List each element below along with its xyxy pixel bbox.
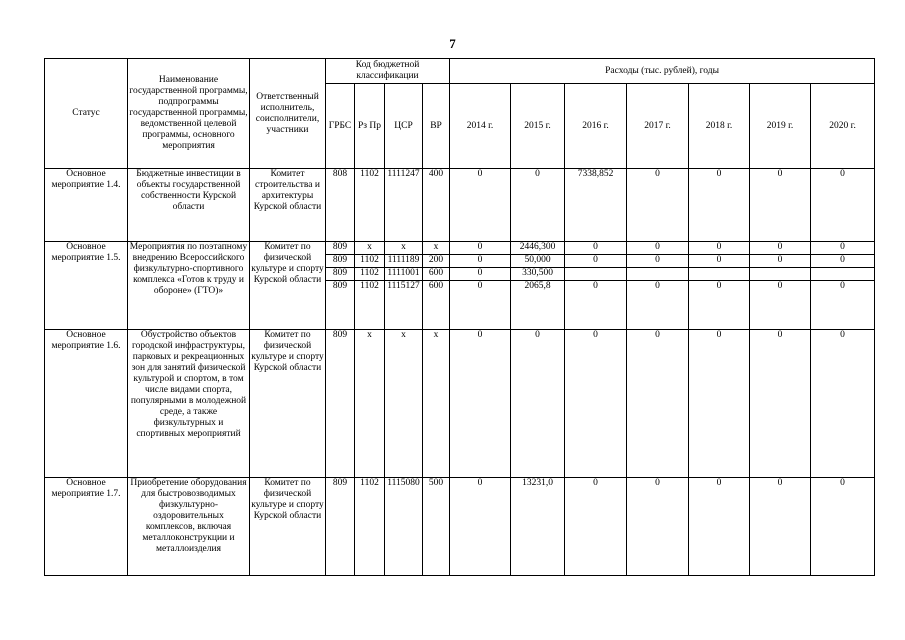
cell-grbs: 809 (326, 242, 354, 255)
cell-2014: 0 (450, 169, 511, 242)
header-csr: ЦСР (385, 84, 423, 169)
header-vr: ВР (423, 84, 450, 169)
cell-2020: 0 (811, 478, 875, 576)
cell-grbs: 809 (332, 281, 348, 291)
page-number: 7 (449, 36, 456, 51)
cell-2017 (627, 268, 688, 281)
cell-2017: 0 (627, 330, 689, 478)
table-row (45, 169, 875, 242)
row-responsible: Комитет по физической культуре и спорту Курской области (250, 242, 326, 330)
cell-2019: 0 (750, 330, 811, 478)
row-responsible: Комитет по физической культуре и спорту Курской области (250, 478, 326, 576)
cell-2014: 0 (450, 330, 511, 478)
cell-2015-stack (511, 242, 565, 330)
header-year-2017: 2017 г. (627, 84, 689, 169)
cell-2017: 0 (627, 242, 688, 255)
cell-2018: 0 (689, 255, 749, 268)
cell-2016: 7338,852 (565, 169, 627, 242)
cell-2014-stack (450, 242, 511, 330)
cell-grbs: 809 (326, 330, 355, 478)
header-budget-code: Код бюджетной классификации (326, 59, 450, 84)
cell-2019: 0 (777, 281, 783, 291)
header-year-2015: 2015 г. (511, 84, 565, 169)
header-year-2019: 2019 г. (750, 84, 811, 169)
cell-rzpr: 1102 (355, 268, 384, 281)
header-status: Статус (45, 59, 128, 169)
cell-csr: 1115127 (387, 281, 420, 291)
row-responsible: Комитет по физической культуре и спорту Курской области (250, 330, 326, 478)
cell-csr: 1115080 (385, 478, 423, 576)
header-responsible: Ответственный исполнитель, соисполнители, участники (250, 59, 326, 169)
cell-vr-stack (423, 242, 450, 330)
header-name: Наименование государственной программы, подпрограммы государственной программы, ведомственной целевой программы, основного мероприятия (128, 59, 250, 169)
row-status: Основное мероприятие 1.7. (45, 478, 128, 576)
row-responsible: Комитет строительства и архитектуры Курской области (250, 169, 326, 242)
cell-2015: 2446,300 (511, 242, 564, 255)
cell-2015: 13231,0 (511, 478, 565, 576)
cell-2019: 0 (750, 169, 811, 242)
cell-2020: 0 (811, 242, 874, 255)
cell-2018 (689, 268, 749, 281)
header-year-2016: 2016 г. (565, 84, 627, 169)
cell-2014: 0 (450, 242, 510, 255)
cell-csr: x (385, 330, 423, 478)
cell-2015: 2065,8 (524, 281, 551, 291)
header-expenses: Расходы (тыс. рублей), годы (450, 59, 875, 84)
cell-2014: 0 (450, 478, 511, 576)
cell-vr: 200 (423, 255, 449, 268)
cell-rzpr: x (355, 330, 385, 478)
cell-2016: 0 (593, 281, 598, 291)
cell-2017: 0 (627, 255, 688, 268)
cell-2020: 0 (840, 281, 845, 291)
cell-csr-stack (385, 242, 423, 330)
table-row (45, 330, 875, 478)
cell-2015: 0 (511, 330, 565, 478)
cell-2020-stack (811, 242, 875, 330)
cell-rzpr: 1102 (355, 255, 384, 268)
table-row (45, 478, 875, 576)
cell-grbs: 809 (326, 255, 354, 268)
cell-rzpr: 1102 (360, 281, 379, 291)
cell-2014: 0 (477, 281, 483, 291)
cell-rzpr: 1102 (355, 169, 385, 242)
budget-table (44, 58, 875, 576)
cell-2018-stack (689, 242, 750, 330)
cell-2016 (565, 268, 626, 281)
row-name: Обустройство объектов городской инфраструктуры, парковых и рекреационных зон для занятий физической культурой и спортом, в том числе видами спорта, популярными в молодежной среде, а также физкультурных и спортивных мероприятий (128, 330, 250, 478)
cell-grbs-stack (326, 242, 355, 330)
cell-grbs: 809 (326, 478, 355, 576)
cell-2014: 0 (450, 268, 510, 281)
cell-2020: 0 (811, 330, 875, 478)
cell-2018: 0 (716, 281, 722, 291)
row-name: Приобретение оборудования для быстровозводимых физкультурно-оздоровительных комплексов, включая металлоконструкции и металлоизделия (128, 478, 250, 576)
cell-csr: x (385, 242, 422, 255)
cell-2017: 0 (655, 281, 660, 291)
cell-2019-stack (750, 242, 811, 330)
cell-vr: x (423, 330, 450, 478)
cell-2018: 0 (689, 169, 750, 242)
cell-2015: 330,500 (511, 268, 564, 281)
cell-2018: 0 (689, 242, 749, 255)
cell-rzpr: x (355, 242, 384, 255)
cell-2016: 0 (565, 478, 627, 576)
cell-2019: 0 (750, 478, 811, 576)
cell-vr: 600 (428, 281, 444, 291)
cell-csr: 1111001 (385, 268, 422, 281)
cell-2019 (750, 268, 810, 281)
cell-rzpr: 1102 (355, 478, 385, 576)
cell-vr: 600 (423, 268, 449, 281)
cell-2014: 0 (450, 255, 510, 268)
header-rzpr: Рз Пр (355, 84, 385, 169)
cell-2016: 0 (565, 242, 626, 255)
cell-2020: 0 (811, 255, 874, 268)
cell-2015: 0 (511, 169, 565, 242)
row-name: Мероприятия по поэтапному внедрению Всероссийского физкультурно-спортивного комплекса «Готов к труду и обороне» (ГТО)» (128, 242, 250, 330)
cell-2016: 0 (565, 255, 626, 268)
cell-2016-stack (565, 242, 627, 330)
cell-csr: 1111189 (385, 255, 422, 268)
cell-2017: 0 (627, 169, 689, 242)
cell-vr: 400 (423, 169, 450, 242)
cell-rzpr-stack (355, 242, 385, 330)
header-grbs: ГРБС (326, 84, 355, 169)
cell-2017-stack (627, 242, 689, 330)
cell-2020: 0 (811, 169, 875, 242)
cell-2018: 0 (689, 478, 750, 576)
cell-2015: 50,000 (511, 255, 564, 268)
cell-csr: 1111247 (385, 169, 423, 242)
cell-2019: 0 (750, 255, 810, 268)
table-row (45, 242, 875, 330)
header-year-2020: 2020 г. (811, 84, 875, 169)
row-name: Бюджетные инвестиции в объекты государственной собственности Курской области (128, 169, 250, 242)
cell-2017: 0 (627, 478, 689, 576)
header-year-2014: 2014 г. (450, 84, 511, 169)
cell-2016: 0 (565, 330, 627, 478)
row-status: Основное мероприятие 1.5. (45, 242, 128, 330)
cell-grbs: 809 (326, 268, 354, 281)
cell-vr: x (423, 242, 449, 255)
row-status: Основное мероприятие 1.4. (45, 169, 128, 242)
cell-2018: 0 (689, 330, 750, 478)
cell-vr: 500 (423, 478, 450, 576)
cell-grbs: 808 (326, 169, 355, 242)
cell-2019: 0 (750, 242, 810, 255)
cell-2020 (811, 268, 874, 281)
header-year-2018: 2018 г. (689, 84, 750, 169)
row-status: Основное мероприятие 1.6. (45, 330, 128, 478)
